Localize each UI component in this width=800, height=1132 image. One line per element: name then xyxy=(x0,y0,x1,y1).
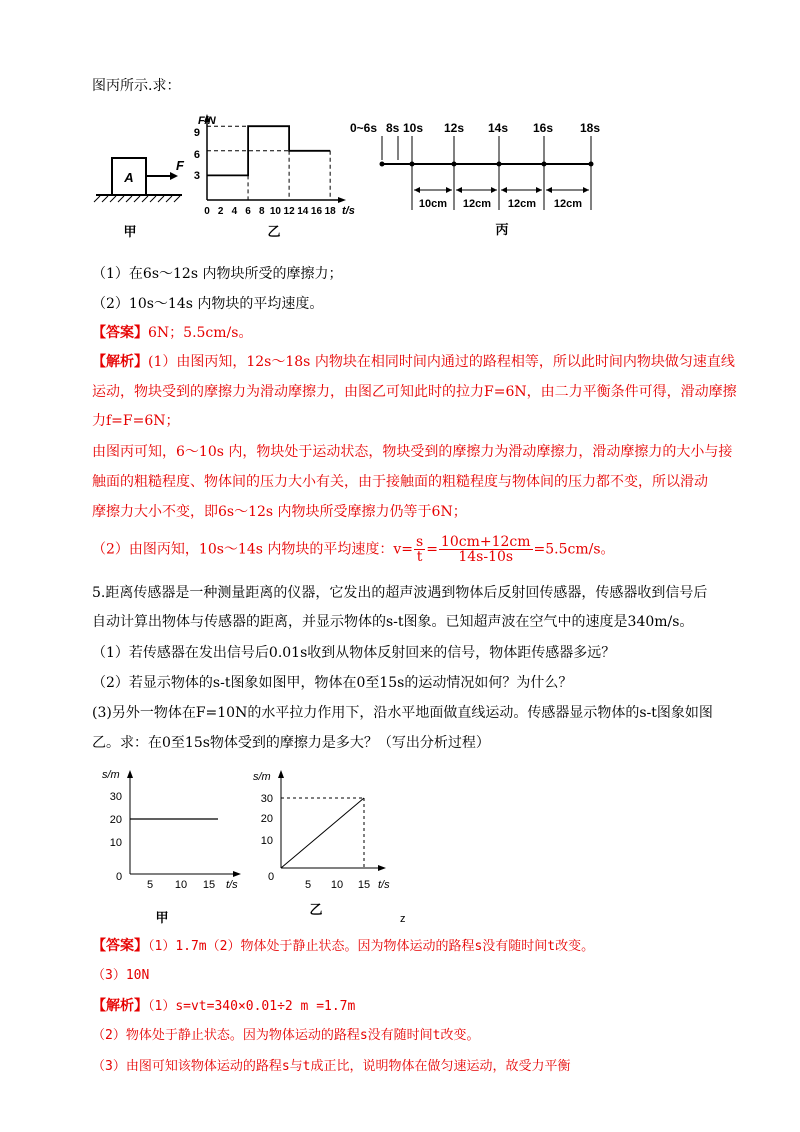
figure-jia-block xyxy=(94,158,185,202)
explanation-5-tag: 【解析】 xyxy=(92,998,148,1014)
explanation-5-line-3: （3）由图可知该物体运动的路程s与t成正比，说明物体在做匀速运动，故受力平衡 xyxy=(92,1059,571,1074)
dist-label-2: 12cm xyxy=(462,198,492,210)
yi-origin: 0 xyxy=(268,871,275,883)
yi-series-line xyxy=(281,798,364,868)
explanation-line-3: 力f=F=6N； xyxy=(92,413,180,429)
x-tick-14: 14 xyxy=(297,206,309,217)
y-axis-label: F/N xyxy=(198,115,216,127)
explanation-line-2: 运动，物块受到的摩擦力为滑动摩擦力，由图乙可知此时的拉力F=6N，由二力平衡条件可得，滑动摩擦 xyxy=(92,384,737,400)
explanation-line-5: 触面的粗糙程度、物体间的压力大小有关，由于接触面的粗糙程度与物体间的压力都不变，所以滑动 xyxy=(92,474,708,490)
x-tick-8: 8 xyxy=(258,206,265,217)
problem-5-question-1: （1）若传感器在发出信号后0.01s收到从物体反射回来的信号，物体距传感器多远？ xyxy=(92,645,616,661)
y-tick-3: 3 xyxy=(193,170,200,182)
yi-x-tick-15: 15 xyxy=(357,879,371,891)
f-t-chart xyxy=(194,114,355,217)
caption-bing: 丙 xyxy=(495,222,509,237)
x-tick-4: 4 xyxy=(231,206,238,217)
time-label-12s: 12s xyxy=(444,121,465,135)
answer-tag: 【答案】 xyxy=(92,325,148,341)
jia-x-label: t/s xyxy=(226,879,238,891)
explanation-tag: 【解析】 xyxy=(92,354,148,370)
s-t-chart-jia xyxy=(102,769,241,891)
s-t-chart-yi xyxy=(253,770,390,891)
problem-5-question-2: （2）若显示物体的s-t图象如图甲，物体在0至15s的运动情况如何？为什么？ xyxy=(92,675,573,691)
answer-5-tag: 【答案】 xyxy=(92,938,148,954)
dist-label-1: 10cm xyxy=(418,198,448,210)
dist-label-3: 12cm xyxy=(507,198,537,210)
x-tick-10: 10 xyxy=(269,206,281,217)
explanation-text-1: (1）由图丙知，12s～18s 内物块在相同时间内通过的路程相等，所以此时间内物块做匀速直线 xyxy=(148,354,735,370)
yi-y-label: s/m xyxy=(253,771,271,783)
block-label: A xyxy=(124,170,134,185)
jia-x-tick-10: 10 xyxy=(174,879,188,891)
explanation-formula xyxy=(92,535,615,564)
jia-y-tick-20: 20 xyxy=(109,814,122,826)
figure-1 xyxy=(92,100,632,245)
y-tick-6: 6 xyxy=(193,149,200,161)
yi-x-tick-5: 5 xyxy=(304,879,312,891)
answer-text: 6N；5.5cm/s。 xyxy=(148,325,253,341)
x-tick-2: 2 xyxy=(217,206,224,217)
yi-y-tick-30: 30 xyxy=(260,793,273,805)
caption-yi: 乙 xyxy=(267,224,281,239)
fraction-values xyxy=(439,535,533,564)
force-series-line xyxy=(207,126,330,175)
jia-x-tick-15: 15 xyxy=(202,879,216,891)
jia-x-tick-5: 5 xyxy=(146,879,154,891)
y-tick-9: 9 xyxy=(193,127,200,139)
timeline-figure xyxy=(350,121,600,210)
x-axis-label: t/s xyxy=(342,205,355,217)
stray-mark: z xyxy=(400,913,406,925)
time-label-0-6s: 0~6s xyxy=(350,121,378,135)
fraction-1-denominator: t xyxy=(416,549,423,565)
fraction-2-denominator: 14s-10s xyxy=(458,549,514,565)
formula-equals: = xyxy=(426,541,438,558)
x-tick-16: 16 xyxy=(310,206,323,217)
jia-y-tick-10: 10 xyxy=(109,837,122,849)
question-1: （1）在6s～12s 内物块所受的摩擦力； xyxy=(92,266,343,282)
formula-result: =5.5cm/s。 xyxy=(533,541,615,558)
question-2: （2）10s～14s 内物块的平均速度。 xyxy=(92,296,324,312)
x-tick-6: 6 xyxy=(245,206,251,217)
jia-origin: 0 xyxy=(116,871,123,883)
answer-block-5 xyxy=(92,936,594,957)
caption-jia: 甲 xyxy=(123,224,137,239)
yi-y-tick-10: 10 xyxy=(260,835,273,847)
jia-y-label: s/m xyxy=(102,769,120,781)
problem-5-line-2: 自动计算出物体与传感器的距离，并显示物体的s-t图象。已知超声波在空气中的速度是340m/s。 xyxy=(92,614,694,630)
yi-y-tick-20: 20 xyxy=(260,813,273,825)
explanation-line-4: 由图丙可知，6～10s 内，物块处于运动状态，物块受到的摩擦力为滑动摩擦力，滑动摩擦力的大小与接 xyxy=(92,444,733,460)
time-label-16s: 16s xyxy=(533,121,554,135)
fraction-1-numerator: s xyxy=(416,534,424,550)
force-label: F xyxy=(176,158,184,173)
x-tick-18: 18 xyxy=(324,206,336,217)
explanation-line-6: 摩擦力大小不变，即6s～12s 内物块所受摩擦力仍等于6N； xyxy=(92,504,467,520)
dist-label-4: 12cm xyxy=(553,198,583,210)
time-label-14s: 14s xyxy=(488,121,509,135)
jia-y-tick-30: 30 xyxy=(109,791,122,803)
fig2-caption-yi: 乙 xyxy=(309,902,323,917)
yi-x-tick-10: 10 xyxy=(330,879,344,891)
x-tick-0: 0 xyxy=(204,206,210,217)
figure-2 xyxy=(92,762,552,930)
answer-5-text-2: （3）10N xyxy=(92,968,150,983)
intro-text: 图丙所示.求： xyxy=(92,78,181,94)
answer-block-1 xyxy=(92,323,252,343)
answer-5-text-1: （1）1.7m（2）物体处于静止状态。因为物体运动的路程s没有随时间t改变。 xyxy=(148,939,595,954)
time-label-8s: 8s xyxy=(386,121,400,135)
time-label-10s: 10s xyxy=(403,121,424,135)
explanation-5-line-1 xyxy=(92,996,355,1017)
problem-5-question-3-line-1: (3)另外一物体在F=10N的水平拉力作用下，沿水平地面做直线运动。传感器显示物体的s-t图象如图 xyxy=(92,705,713,721)
fraction-2-numerator: 10cm+12cm xyxy=(440,534,531,550)
explanation-5-line-2: （2）物体处于静止状态。因为物体运动的路程s没有随时间t改变。 xyxy=(92,1028,480,1043)
explanation-5-text-1: （1）s=vt=340×0.01÷2 m =1.7m xyxy=(148,999,356,1014)
yi-x-label: t/s xyxy=(378,879,390,891)
fraction-s-over-t xyxy=(414,535,425,564)
problem-5-question-3-line-2: 乙。求：在0至15s物体受到的摩擦力是多大？（写出分析过程） xyxy=(92,735,490,751)
formula-prefix: （2）由图丙知，10s～14s 内物块的平均速度：v= xyxy=(92,541,413,558)
problem-5-line-1: 5.距离传感器是一种测量距离的仪器，它发出的超声波遇到物体后反射回传感器，传感器收到信号后 xyxy=(92,585,708,601)
explanation-line-1 xyxy=(92,352,735,372)
fig2-caption-jia: 甲 xyxy=(155,910,169,925)
x-tick-12: 12 xyxy=(283,206,295,217)
time-label-18s: 18s xyxy=(580,121,601,135)
